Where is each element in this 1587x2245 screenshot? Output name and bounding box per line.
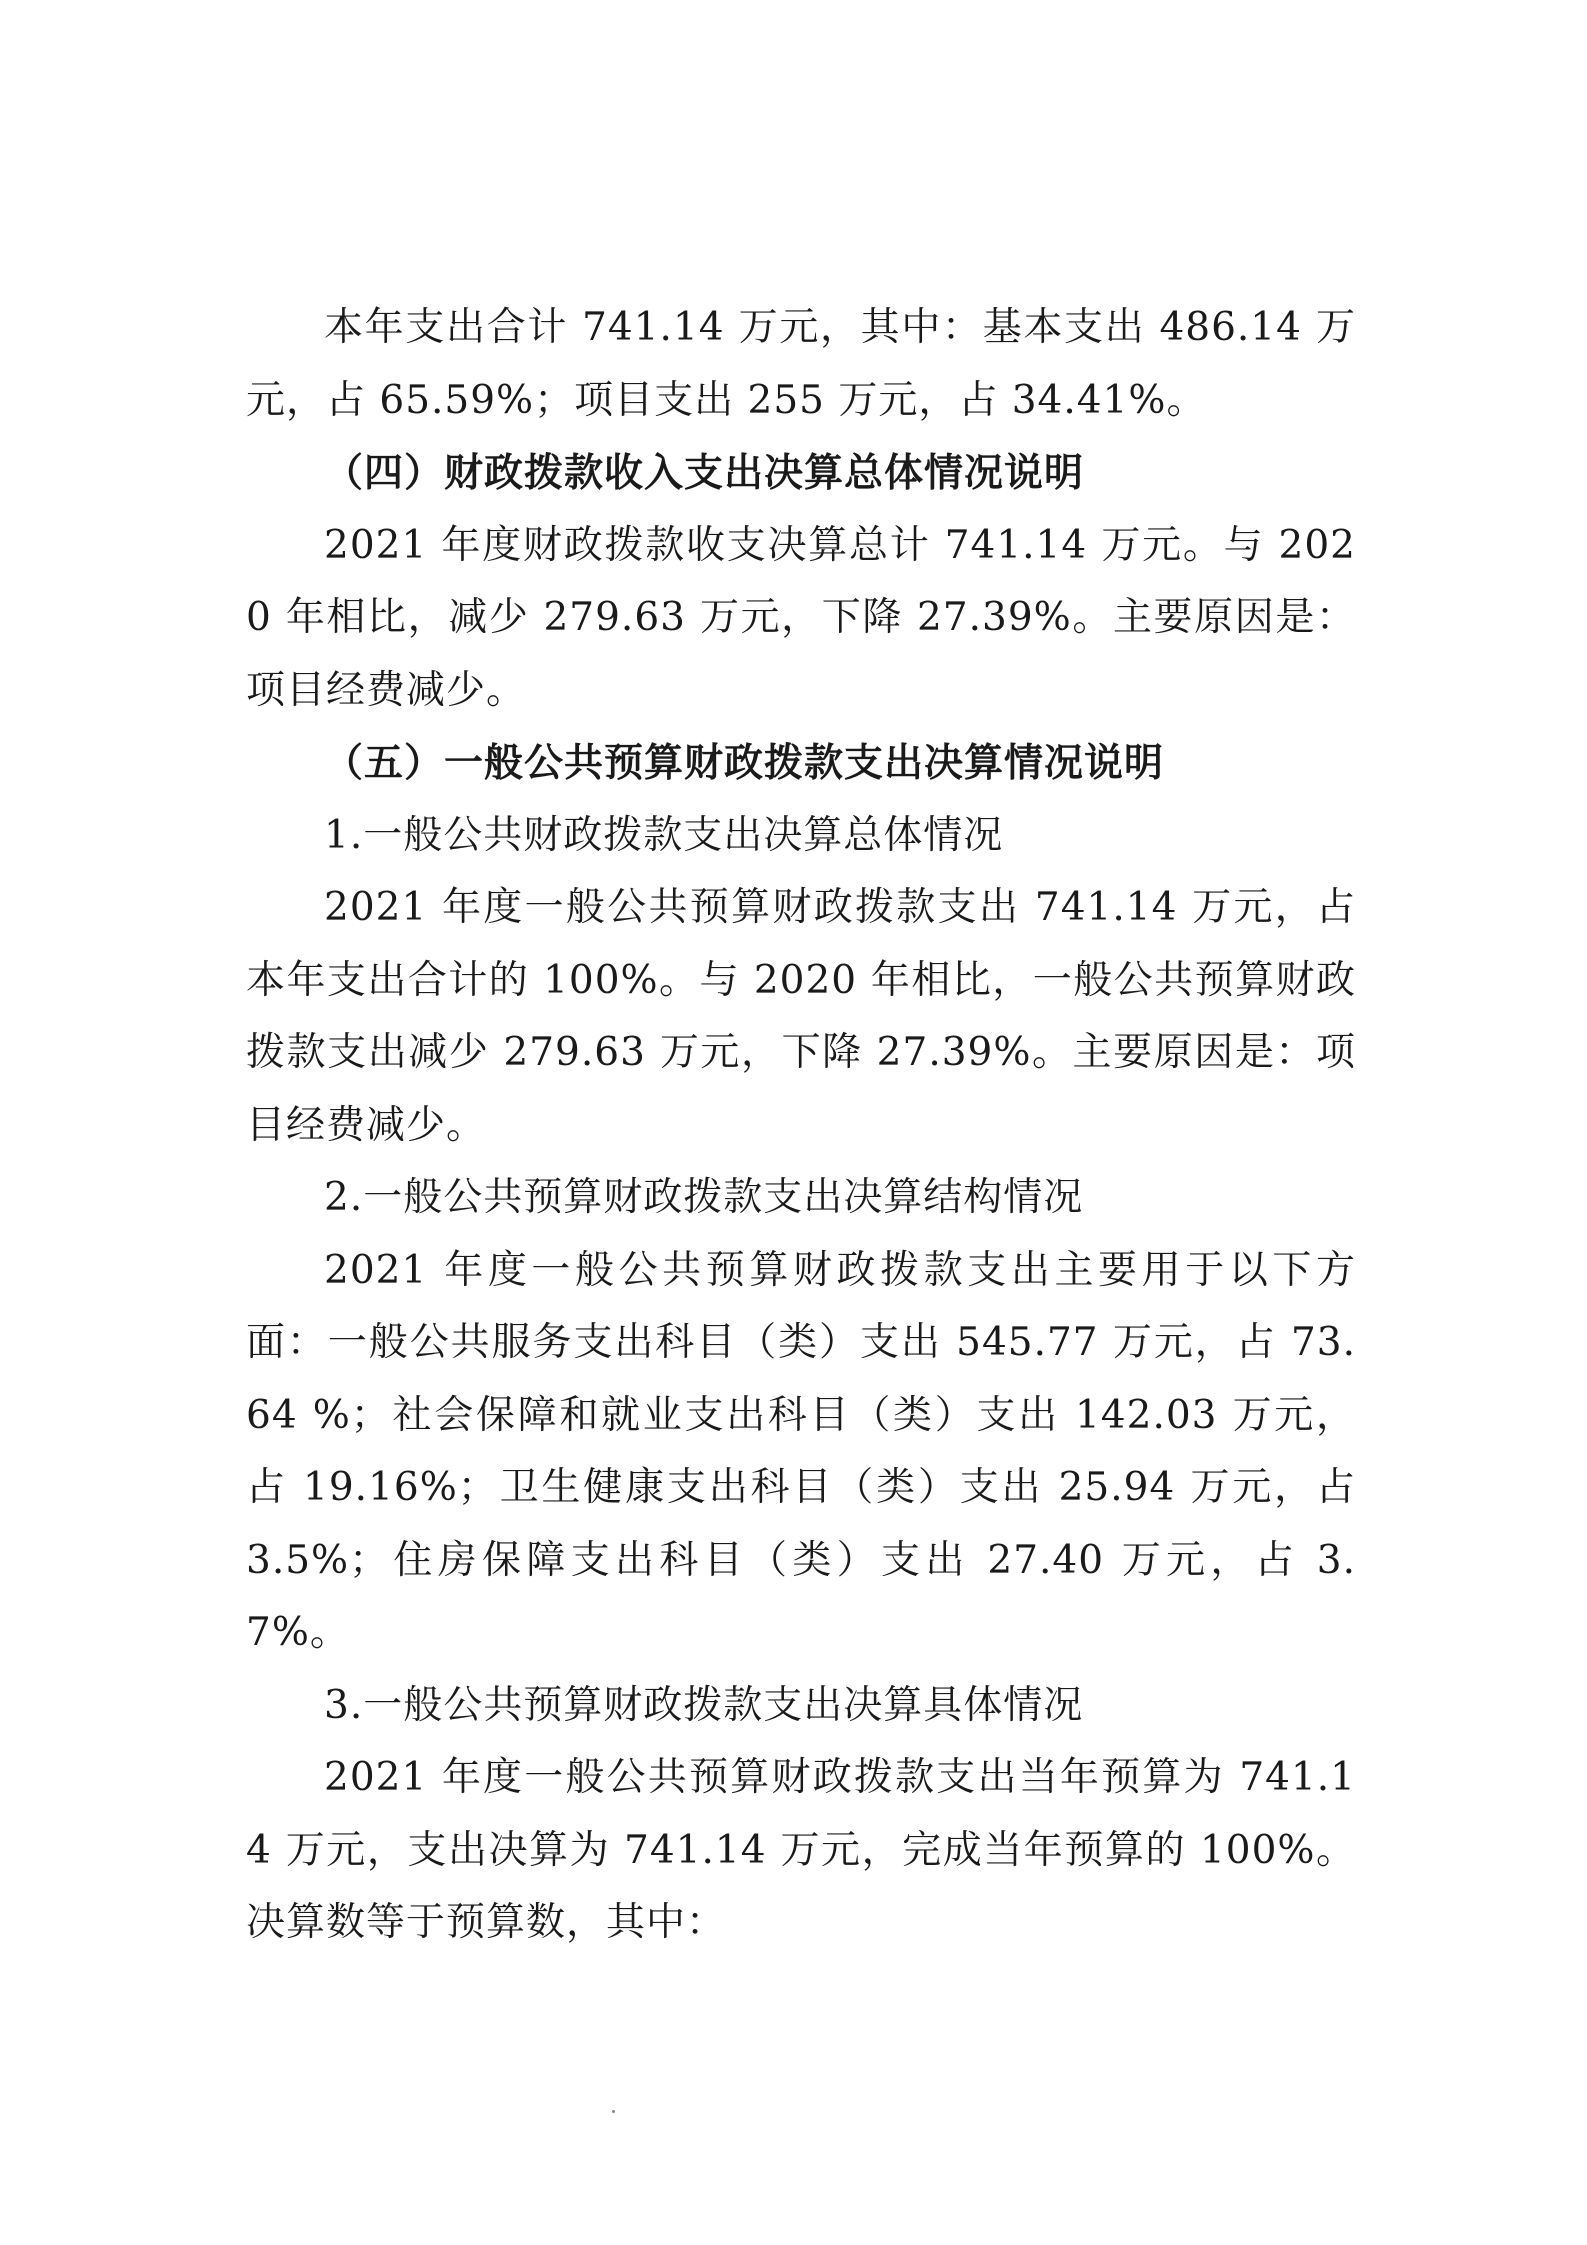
scan-speck <box>612 2110 615 2113</box>
paragraph-total-expenditure: 本年支出合计 741.14 万元，其中：基本支出 486.14 万元，占 65.59%；项目支出 255 万元，占 34.41%。 <box>246 305 1356 423</box>
section-heading-5: （五）一般公共预算财政拨款支出决算情况说明 <box>324 740 1165 786</box>
document-body <box>246 292 1356 1960</box>
paragraph-fiscal-total: 2021 年度财政拨款收支决算总计 741.14 万元。与 2020 年相比，减少 279.63 万元，下降 27.39%。主要原因是：项目经费减少。 <box>246 522 1356 713</box>
subheading-2: 2.一般公共预算财政拨款支出决算结构情况 <box>324 1175 1084 1220</box>
paragraph-details: 2021 年度一般公共预算财政拨款支出当年预算为 741.14 万元，支出决算为 741.14 万元，完成当年预算的 100%。决算数等于预算数，其中： <box>246 1755 1356 1945</box>
section-heading-4: （四）财政拨款收入支出决算总体情况说明 <box>324 450 1085 496</box>
paragraph-structure: 2021 年度一般公共预算财政拨款支出主要用于以下方面：一般公共服务支出科目（类）支出 545.77 万元，占 73.64 %；社会保障和就业支出科目（类）支出 142.03 万元，占 19.16%；卫生健康支出科目（类）支出 25.94 万元，占 3.5%；住房保障支出科目（类）支出 27.40 万元，占 3.7%。 <box>246 1247 1356 1655</box>
subheading-3: 3.一般公共预算财政拨款支出决算具体情况 <box>324 1682 1084 1728</box>
paragraph-overall: 2021 年度一般公共预算财政拨款支出 741.14 万元，占本年支出合计的 100%。与 2020 年相比，一般公共预算财政拨款支出减少 279.63 万元，下降 27.39%。主要原因是：项目经费减少。 <box>246 885 1356 1148</box>
subheading-1: 1.一般公共财政拨款支出决算总体情况 <box>324 812 1004 858</box>
